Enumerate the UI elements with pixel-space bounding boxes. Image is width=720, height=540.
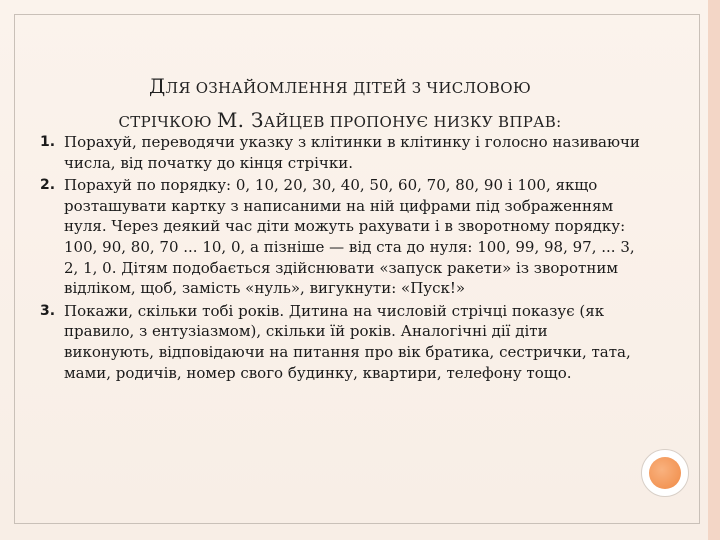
title-line-1-text: ЛЯ ОЗНАЙОМЛЕННЯ ДІТЕЙ З ЧИСЛОВОЮ bbox=[165, 79, 532, 97]
list-item bbox=[40, 175, 640, 299]
title-initial: Д bbox=[148, 74, 166, 98]
exercise-list bbox=[40, 132, 640, 385]
slide-title bbox=[40, 70, 640, 138]
decorative-circle bbox=[641, 449, 689, 497]
decorative-circle-inner bbox=[649, 457, 681, 489]
title-line-2-c: АЙЦЕВ ПРОПОНУЄ НИЗКУ ВПРАВ: bbox=[263, 113, 562, 131]
title-line-1 bbox=[40, 70, 640, 104]
list-item-number: 2. bbox=[40, 177, 56, 194]
list-item bbox=[40, 132, 640, 173]
list-item-text: Покажи, скільки тобі років. Дитина на числовій стрічці показує (як правило, з ентузіазмом), скільки їй років. Аналогічні дії діти виконують, відповідаючи на питання про вік братика, сестрички, тата, мами, родичів, номер свого будинку, квартири, телефону тощо. bbox=[64, 301, 631, 382]
list-item-number: 3. bbox=[40, 302, 56, 319]
list-item-text: Порахуй по порядку: 0, 10, 20, 30, 40, 50, 60, 70, 80, 90 і 100, якщо розташувати картку з написаними на ній цифрами під зображенням нуля. Через деякий час діти можуть рахувати і в зворотному порядку: 100, 90, 80, 70 ... 10, 0, а пізніше — від ста до нуля: 100, 99, 98, 97, ... 3, 2, 1, 0. Дітям подобається здійснювати «запуск ракети» із зворотним відліком, щоб, замість «нуль», вигукнути: «Пуск!» bbox=[64, 176, 635, 298]
list-item-text: Порахуй, переводячи указку з клітинки в клітинку і голосно називаючи числа, від початку до кінця стрічки. bbox=[64, 133, 640, 172]
title-line-2-b: М. З bbox=[216, 108, 264, 132]
list-item bbox=[40, 301, 640, 383]
title-line-2-a: СТРІЧКОЮ bbox=[118, 113, 217, 131]
list-item-number: 1. bbox=[40, 134, 56, 150]
